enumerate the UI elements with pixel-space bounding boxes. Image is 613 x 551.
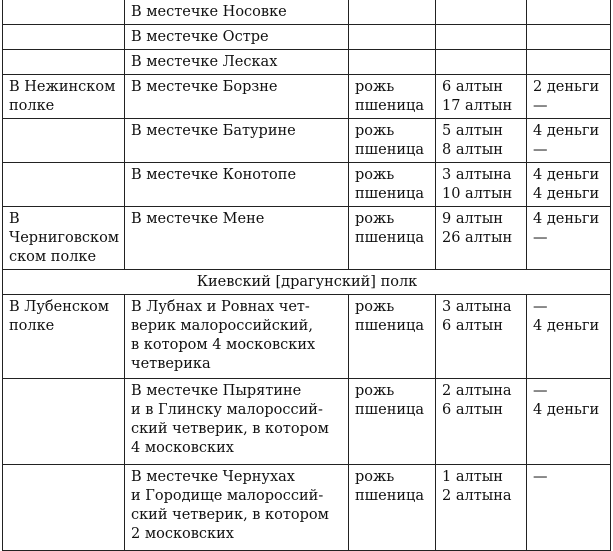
price-cell — [436, 0, 527, 25]
extra-cell: — — [527, 465, 611, 551]
price-cell: 3 алтына 6 алтын — [436, 295, 527, 379]
grain-cell: рожь пшеница — [349, 295, 436, 379]
extra-cell: 4 деньги 4 деньги — [527, 163, 611, 207]
price-cell: 9 алтын 26 алтын — [436, 207, 527, 270]
price-cell — [436, 25, 527, 50]
grain-cell: рожь пшеница — [349, 75, 436, 119]
region-cell: В Лубенском полке — [3, 295, 125, 379]
extra-cell: 4 деньги — — [527, 207, 611, 270]
price-cell — [436, 50, 527, 75]
price-cell: 2 алтына 6 алтын — [436, 379, 527, 465]
region-cell: В Нежинском полке — [3, 75, 125, 119]
place-cell: В Лубнах и Ровнах чет- верик малороссийский, в котором 4 московских четверика — [125, 295, 349, 379]
table-row — [3, 379, 611, 465]
grain-cell — [349, 25, 436, 50]
region-cell: В Черниговском ском полке — [3, 207, 125, 270]
table-row — [3, 295, 611, 379]
place-cell: В местечке Батурине — [125, 119, 349, 163]
grain-cell: рожь пшеница — [349, 465, 436, 551]
region-cell — [3, 50, 125, 75]
table-row — [3, 207, 611, 270]
place-cell: В местечке Носовке — [125, 0, 349, 25]
place-cell: В местечке Лесках — [125, 50, 349, 75]
extra-cell: 4 деньги — — [527, 119, 611, 163]
extra-cell: — 4 деньги — [527, 379, 611, 465]
section-row — [3, 270, 611, 295]
region-cell — [3, 465, 125, 551]
grain-cell: рожь пшеница — [349, 379, 436, 465]
place-cell: В местечке Мене — [125, 207, 349, 270]
extra-cell — [527, 25, 611, 50]
region-cell — [3, 163, 125, 207]
region-cell — [3, 0, 125, 25]
price-cell: 1 алтын 2 алтына — [436, 465, 527, 551]
table-row — [3, 75, 611, 119]
region-cell — [3, 119, 125, 163]
region-cell — [3, 25, 125, 50]
grain-cell — [349, 50, 436, 75]
grain-cell: рожь пшеница — [349, 119, 436, 163]
place-cell: В местечке Чернухах и Городище малороссий- ский четверик, в котором 2 московских — [125, 465, 349, 551]
grain-cell: рожь пшеница — [349, 163, 436, 207]
grain-cell: рожь пшеница — [349, 207, 436, 270]
place-cell: В местечке Остре — [125, 25, 349, 50]
table-row — [3, 163, 611, 207]
extra-cell: 2 деньги — — [527, 75, 611, 119]
extra-cell — [527, 0, 611, 25]
table-row — [3, 50, 611, 75]
place-cell: В местечке Борзне — [125, 75, 349, 119]
grain-cell — [349, 0, 436, 25]
grain-price-table — [2, 0, 611, 551]
section-heading: Киевский [драгунский] полк — [3, 270, 611, 295]
price-cell: 5 алтын 8 алтын — [436, 119, 527, 163]
place-cell: В местечке Пырятине и в Глинску малороссий- ский четверик, в котором 4 московских — [125, 379, 349, 465]
table-row — [3, 0, 611, 25]
extra-cell: — 4 деньги — [527, 295, 611, 379]
extra-cell — [527, 50, 611, 75]
region-cell — [3, 379, 125, 465]
price-cell: 6 алтын 17 алтын — [436, 75, 527, 119]
table-row — [3, 119, 611, 163]
price-cell: 3 алтына 10 алтын — [436, 163, 527, 207]
table-row — [3, 465, 611, 551]
table-row — [3, 25, 611, 50]
place-cell: В местечке Конотопе — [125, 163, 349, 207]
